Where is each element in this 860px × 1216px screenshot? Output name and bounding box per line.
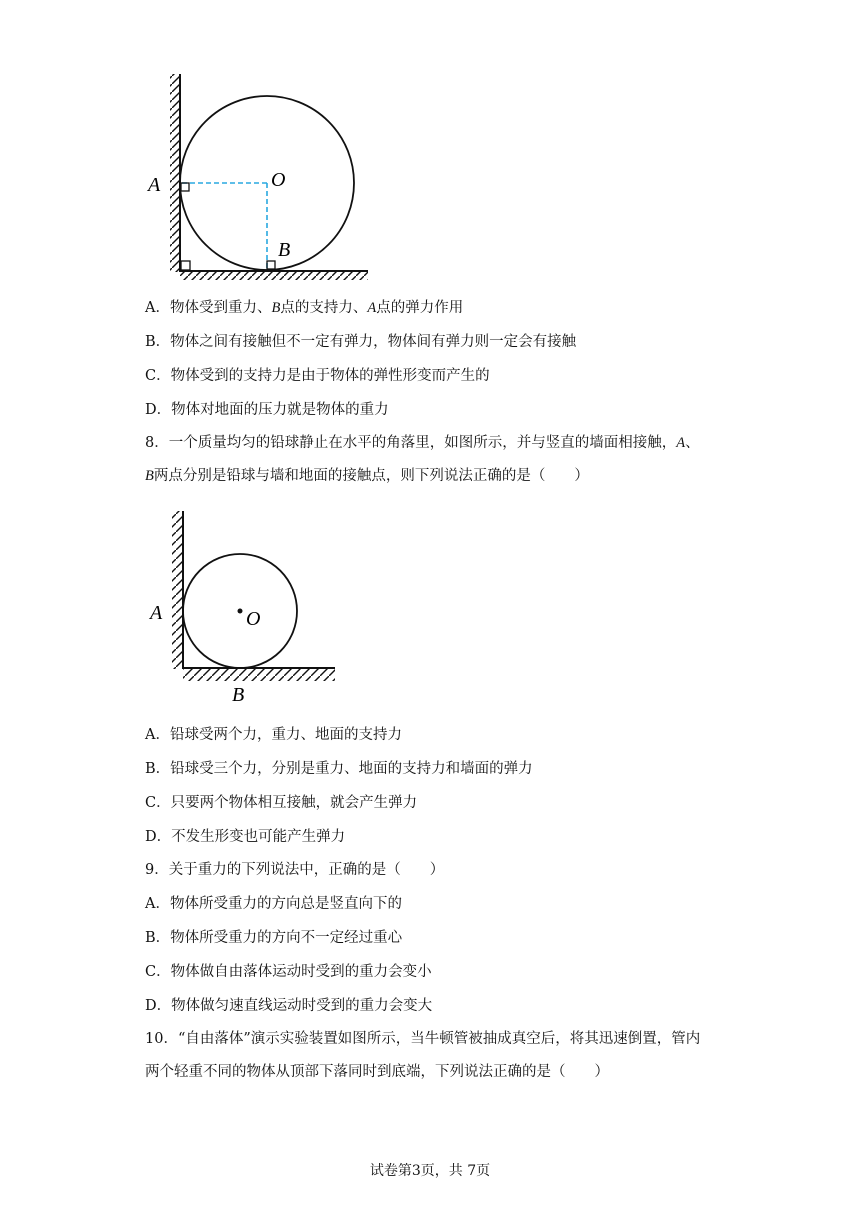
label-a: A <box>150 602 163 624</box>
question-8-stem-line-2: B两点分别是铅球与墙和地面的接触点，则下列说法正确的是（ ） <box>145 468 589 484</box>
question-10-stem-line-2: 两个轻重不同的物体从顶部下落同时到底端，下列说法正确的是（ ） <box>145 1064 609 1080</box>
ground-hatching <box>183 669 335 681</box>
ground-hatching <box>180 272 368 280</box>
label-a: A <box>148 174 161 196</box>
wall-hatching <box>170 74 180 272</box>
option-b: B．物体所受重力的方向不一定经过重心 <box>145 930 403 946</box>
option-c: C．物体受到的支持力是由于物体的弹性形变而产生的 <box>145 368 490 384</box>
option-c: C．物体做自由落体运动时受到的重力会变小 <box>145 964 432 980</box>
option-d: D．物体做匀速直线运动时受到的重力会变大 <box>145 998 433 1014</box>
question-10-stem-line-1: 10．“自由落体”演示实验装置如图所示，当牛顿管被抽成真空后，将其迅速倒置，管内 <box>145 1031 701 1047</box>
page-footer: 试卷第3页，共 7页 <box>369 1163 491 1179</box>
question-8-stem-line-1: 8．一个质量均匀的铅球静止在水平的角落里，如图所示，并与竖直的墙面相接触，A、 <box>145 435 700 451</box>
label-b: B <box>278 239 291 261</box>
option-d: D．不发生形变也可能产生弹力 <box>145 829 346 845</box>
wall-hatching <box>172 511 183 669</box>
label-o: O <box>271 169 286 191</box>
right-angle-mark-corner <box>181 261 190 270</box>
option-a: A．铅球受两个力，重力、地面的支持力 <box>145 727 402 743</box>
option-b: B．物体之间有接触但不一定有弹力，物体间有弹力则一定会有接触 <box>145 334 577 350</box>
label-o: O <box>246 608 261 630</box>
right-angle-mark-a <box>181 183 189 191</box>
option-b: B．铅球受三个力，分别是重力、地面的支持力和墙面的弹力 <box>145 761 533 777</box>
option-c: C．只要两个物体相互接触，就会产生弹力 <box>145 795 418 811</box>
option-d: D．物体对地面的压力就是物体的重力 <box>145 402 389 418</box>
figure-shot-put-corner <box>140 505 345 710</box>
center-dot <box>238 609 243 614</box>
option-a: A．物体所受重力的方向总是竖直向下的 <box>145 896 402 912</box>
question-9-stem: 9．关于重力的下列说法中，正确的是（ ） <box>145 862 445 878</box>
option-a: A．物体受到重力、B点的支持力、A点的弹力作用 <box>145 300 464 316</box>
right-angle-mark-b <box>267 261 275 269</box>
label-b: B <box>232 684 245 706</box>
figure-ball-wall-dashed <box>140 68 380 280</box>
